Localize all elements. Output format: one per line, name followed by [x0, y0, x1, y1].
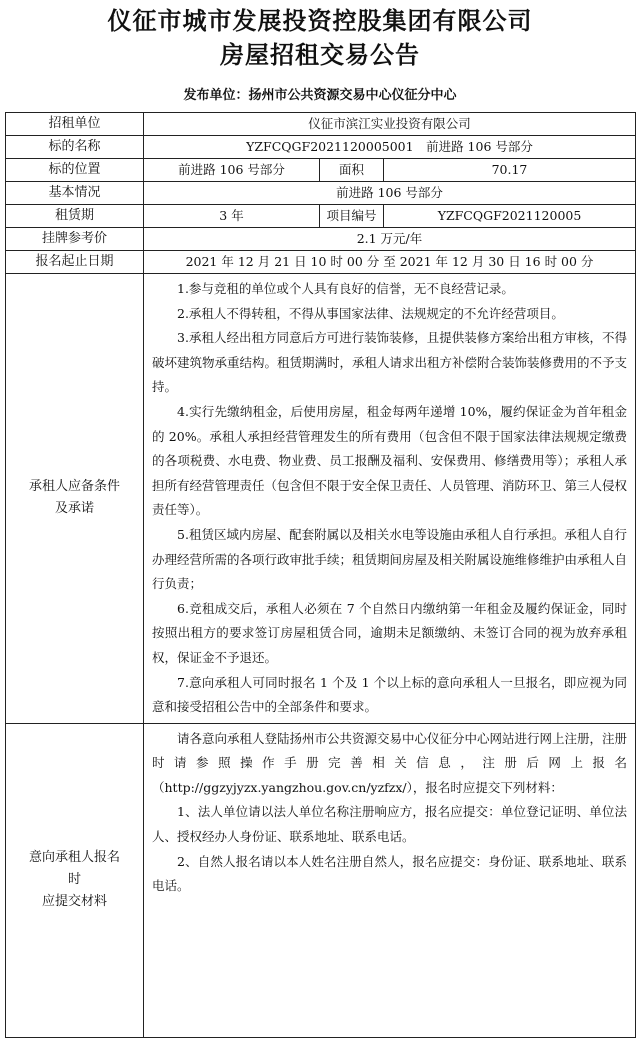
lease-term-value: 3 年 — [144, 205, 320, 228]
row-materials — [6, 723, 636, 1037]
lease-term-label: 租赁期 — [6, 205, 144, 228]
materials-label — [6, 723, 144, 1037]
materials-clip — [152, 727, 627, 1034]
materials-item: 请各意向承租人登陆扬州市公共资源交易中心仪征分中心网站进行网上注册，注册时请参照操作手册完善相关信息，注册后网上报名（http://ggzyjyzx.yangzhou.gov.cn/yzfzx/），报名时应提交下列材料： — [152, 730, 627, 795]
publisher-line: 发布单位：扬州市公共资源交易中心仪征分中心 — [183, 88, 457, 103]
materials-label-line2: 时 — [67, 872, 81, 888]
area-value: 70.17 — [384, 159, 636, 182]
row-conditions — [6, 274, 636, 724]
subject-name-value: YZFCQGF2021120005001 前进路 106 号部分 — [144, 136, 636, 159]
registration-period-label: 报名起止日期 — [6, 251, 144, 274]
reference-price-label: 挂牌参考价 — [6, 228, 144, 251]
row-subject-name — [6, 136, 636, 159]
row-reference-price — [6, 228, 636, 251]
row-subject-location — [6, 159, 636, 182]
project-no-label: 项目编号 — [320, 205, 384, 228]
materials-item: 2、自然人报名请以本人姓名注册自然人，报名应提交：身份证、联系地址、联系电话。 — [152, 853, 627, 894]
condition-item: 7.意向承租人可同时报名 1 个及 1 个以上标的意向承租人一旦报名，即应视为同意和接受招租公告中的全部条件和要求。 — [152, 674, 627, 715]
row-basic-info — [6, 182, 636, 205]
row-registration-period — [6, 251, 636, 274]
reference-price-value: 2.1 万元/年 — [144, 228, 636, 251]
notice-title-line1: 仪征市城市发展投资控股集团有限公司 — [107, 7, 533, 35]
condition-item: 6.竞租成交后，承租人必须在 7 个自然日内缴纳第一年租金及履约保证金，同时按照出租方的要求签订房屋租赁合同，逾期未足额缴纳、未签订合同的视为放弃承租权，保证金不予退还。 — [152, 600, 627, 665]
materials-label-line3: 应提交材料 — [41, 894, 107, 910]
lease-notice-table — [5, 112, 636, 1038]
basic-info-label: 基本情况 — [6, 182, 144, 205]
subject-location-value: 前进路 106 号部分 — [144, 159, 320, 182]
tender-unit-label: 招租单位 — [6, 113, 144, 136]
area-label: 面积 — [320, 159, 384, 182]
materials-item: 1、法人单位请以法人单位名称注册响应方，报名应提交：单位登记证明、单位法人、授权经办人身份证、联系地址、联系电话。 — [152, 804, 627, 845]
condition-item: 4.实行先缴纳租金，后使用房屋，租金每两年递增 10%，履约保证金为首年租金的 20%。承租人承担经营管理发生的所有费用（包含但不限于国家法律法规规定缴费的各项税费、水电费、物业费、员工报酬及福利、安保费用、修缮费用等）；承租人承担所有经营管理责任（包含但不限于安全保卫责任、人员管理、消防环卫、第三人侵权责任等）。 — [152, 403, 628, 518]
row-lease-term — [6, 205, 636, 228]
conditions-content — [144, 274, 636, 724]
conditions-label-line1: 承租人应备条件 — [28, 479, 120, 495]
tender-unit-value: 仪征市滨江实业投资有限公司 — [144, 113, 636, 136]
row-tender-unit — [6, 113, 636, 136]
conditions-label-line2: 及承诺 — [54, 501, 94, 517]
materials-content — [144, 723, 636, 1037]
subject-location-label: 标的位置 — [6, 159, 144, 182]
condition-item: 3.承租人经出租方同意后方可进行装饰装修，且提供装修方案给出租方审核，不得破坏建筑物承重结构。租赁期满时，承租人请求出租方补偿附合装饰装修费用的不予支持。 — [152, 330, 628, 395]
condition-item: 2.承租人不得转租，不得从事国家法律、法规规定的不允许经营项目。 — [177, 305, 564, 321]
subject-name-label: 标的名称 — [6, 136, 144, 159]
registration-period-value: 2021 年 12 月 21 日 10 时 00 分 至 2021 年 12 月 30 日 16 时 00 分 — [144, 251, 636, 274]
basic-info-value: 前进路 106 号部分 — [144, 182, 636, 205]
condition-item: 5.租赁区域内房屋、配套附属以及相关水电等设施由承租人自行承担。承租人自行办理经营所需的各项行政审批手续；租赁期间房屋及相关附属设施维修维护由承租人自行负责； — [152, 526, 628, 592]
materials-label-line1: 意向承租人报名 — [28, 850, 120, 866]
conditions-label — [6, 274, 144, 724]
condition-item: 1.参与竞租的单位或个人具有良好的信誉，无不良经营记录。 — [177, 281, 514, 296]
notice-title-line2: 房屋招租交易公告 — [220, 41, 420, 69]
project-no-value: YZFCQGF2021120005 — [384, 205, 636, 228]
